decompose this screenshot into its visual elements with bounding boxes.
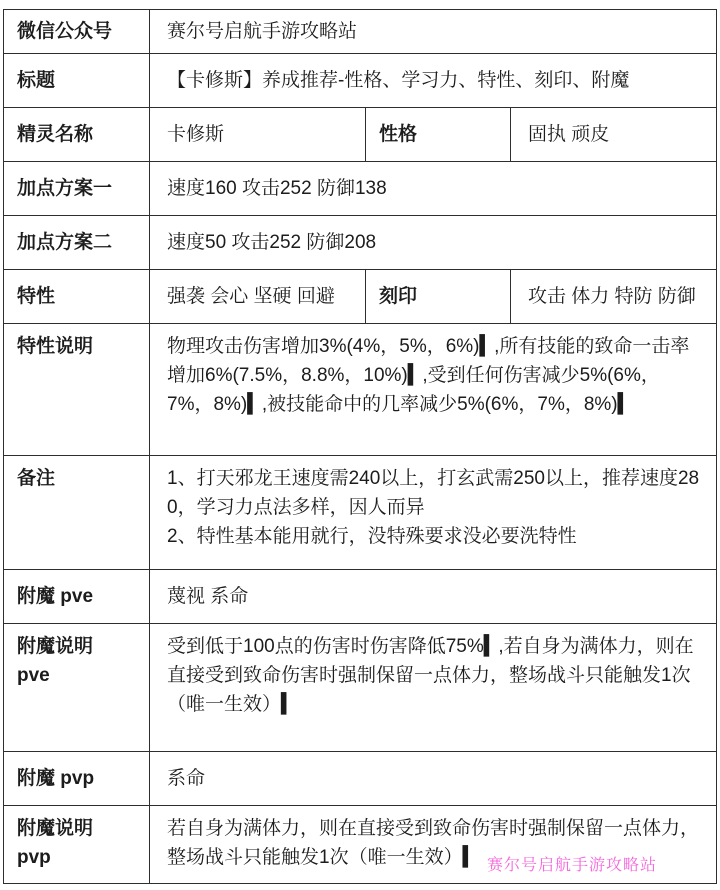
pet-name-label: 精灵名称 — [17, 124, 94, 145]
row-trait-description — [4, 323, 716, 455]
row-traits-engrave — [4, 269, 716, 323]
enchant-pve-label: 附魔 pve — [17, 586, 94, 607]
notes-value — [149, 456, 716, 569]
row-title — [4, 53, 716, 107]
enchant-pve-value: 蔑视 系命 — [149, 570, 716, 623]
ev-plan-1-label: 加点方案一 — [17, 178, 113, 199]
trait-description-value: 物理攻击伤害增加3%(4%，5%，6%)▍,所有技能的致命一击率增加6%(7.5%，8.8%，10%)▍,受到任何伤害减少5%(6%，7%，8%)▍,被技能命中的几率减少5%(6%，7%，8%)▍ — [149, 324, 716, 455]
traits-label: 特性 — [17, 286, 56, 307]
nature-label: 性格 — [365, 108, 510, 161]
traits-value: 强袭 会心 坚硬 回避 — [149, 270, 365, 323]
ev-plan-1-value: 速度160 攻击252 防御138 — [149, 162, 716, 215]
pet-name-value: 卡修斯 — [149, 108, 365, 161]
title-label: 标题 — [17, 70, 56, 91]
wechat-account-value: 赛尔号启航手游攻略站 — [149, 10, 716, 53]
watermark: 赛尔号启航手游攻略站 — [487, 857, 658, 874]
nature-value: 固执 顽皮 — [510, 108, 716, 161]
enchant-pvp-label: 附魔 pvp — [17, 768, 95, 789]
row-notes — [4, 455, 716, 569]
notes-label: 备注 — [17, 468, 56, 489]
guide-table — [3, 9, 717, 884]
row-enchant-description-pve — [4, 623, 716, 751]
row-enchant-pvp — [4, 751, 716, 805]
row-pet-name-nature — [4, 107, 716, 161]
note-line-1: 1、打天邪龙王速度需240以上，打玄武需250以上，推荐速度280，学习力点法多样，因人而异 — [167, 468, 700, 518]
note-line-2: 2、特性基本能用就行，没特殊要求没必要洗特性 — [167, 526, 577, 547]
enchant-pvp-value: 系命 — [149, 752, 716, 805]
title-value: 【卡修斯】养成推荐-性格、学习力、特性、刻印、附魔 — [149, 54, 716, 107]
row-wechat-account — [4, 10, 716, 53]
engrave-label: 刻印 — [365, 270, 510, 323]
engrave-value: 攻击 体力 特防 防御 — [510, 270, 716, 323]
trait-description-label: 特性说明 — [17, 336, 94, 357]
ev-plan-2-label: 加点方案二 — [17, 232, 113, 253]
row-ev-plan-2 — [4, 215, 716, 269]
enchant-description-pvp-label: 附魔说明 pvp — [17, 818, 94, 868]
row-ev-plan-1 — [4, 161, 716, 215]
wechat-account-label: 微信公众号 — [17, 21, 113, 42]
enchant-description-pvp-value: 若自身为满体力，则在直接受到致命伤害时强制保留一点体力，整场战斗只能触发1次（唯一生效）▍ — [149, 806, 716, 883]
enchant-description-pve-label: 附魔说明 pve — [17, 636, 94, 686]
enchant-description-pve-value: 受到低于100点的伤害时伤害降低75%▍,若自身为满体力，则在直接受到致命伤害时强制保留一点体力，整场战斗只能触发1次（唯一生效）▍ — [149, 624, 716, 751]
row-enchant-pve — [4, 569, 716, 623]
ev-plan-2-value: 速度50 攻击252 防御208 — [149, 216, 716, 269]
